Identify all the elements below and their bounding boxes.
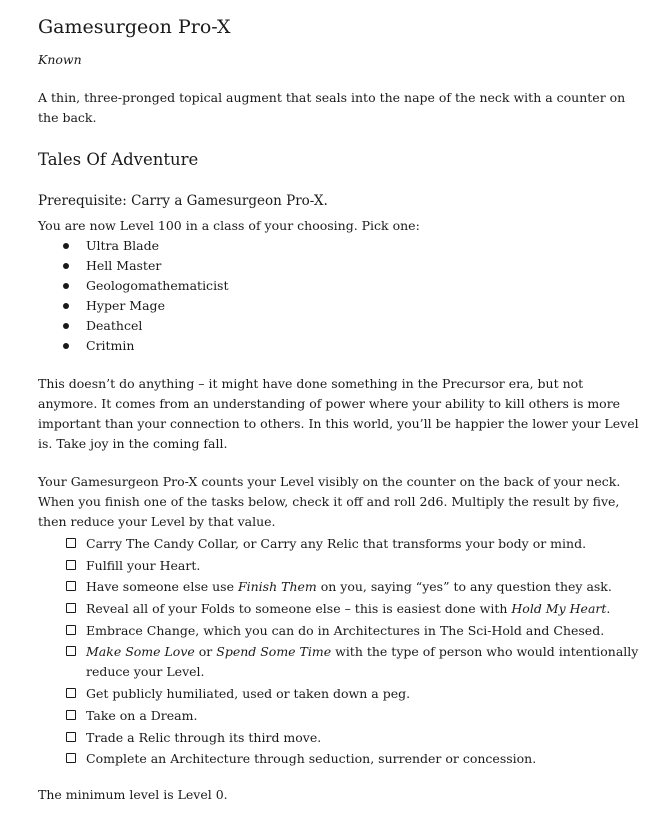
task-label-emphasis: Finish Them xyxy=(237,579,317,595)
prerequisite: Prerequisite: Carry a Gamesurgeon Pro-X. xyxy=(38,193,328,209)
task-label-emphasis: Hold My Heart xyxy=(511,601,607,617)
class-item xyxy=(38,236,644,256)
page-title: Gamesurgeon Pro-X xyxy=(38,16,231,38)
task-label: Fulfill your Heart. xyxy=(86,557,201,573)
bullet-icon xyxy=(63,263,69,269)
class-list xyxy=(38,236,644,356)
class-item xyxy=(38,276,644,296)
class-label: Deathcel xyxy=(86,318,143,333)
class-label: Geologomathematicist xyxy=(86,278,229,293)
bullet-icon xyxy=(63,283,69,289)
task-label: Trade a Relic through its third move. xyxy=(86,729,322,745)
bullet-icon xyxy=(63,303,69,309)
task-label-part: Reveal all of your Folds to someone else – this is easiest done with xyxy=(86,601,512,617)
task-label-part: Have someone else use xyxy=(86,579,238,595)
task-checkbox[interactable] xyxy=(66,688,76,698)
task-label-part: . xyxy=(606,601,611,617)
item-status: Known xyxy=(38,52,82,67)
level-explanation: This doesn’t do anything – it might have done something in the Precursor era, but not anymore. It comes from an understanding of power where your ability to kill others is more important than your connection to others. In this world, you’ll be happier the lower your Level is. Take joy in the coming fall. xyxy=(38,376,639,451)
bullet-icon xyxy=(63,243,69,249)
task-checkbox[interactable] xyxy=(66,646,76,656)
task-item xyxy=(38,749,644,769)
task-item xyxy=(38,642,644,682)
task-checkbox[interactable] xyxy=(66,625,76,635)
minimum-level-note: The minimum level is Level 0. xyxy=(38,787,228,803)
task-item xyxy=(38,728,644,748)
bullet-icon xyxy=(63,323,69,329)
class-label: Hyper Mage xyxy=(86,298,165,313)
bullet-icon xyxy=(63,343,69,349)
task-label: Get publicly humiliated, used or taken down a peg. xyxy=(86,686,411,702)
task-item xyxy=(38,599,644,619)
task-checkbox[interactable] xyxy=(66,753,76,763)
task-label-emphasis: Make Some Love xyxy=(86,644,195,660)
task-item xyxy=(38,684,644,704)
class-item xyxy=(38,256,644,276)
class-intro: You are now Level 100 in a class of your choosing. Pick one: xyxy=(38,218,420,233)
item-description: A thin, three-pronged topical augment that seals into the nape of the neck with a counter on the back. xyxy=(38,90,626,125)
task-item xyxy=(38,706,644,726)
class-label: Hell Master xyxy=(86,258,162,273)
task-label: Embrace Change, which you can do in Architectures in The Sci-Hold and Chesed. xyxy=(86,622,605,638)
task-checkbox[interactable] xyxy=(66,732,76,742)
task-checklist xyxy=(38,534,644,769)
task-label-part: or xyxy=(194,644,217,660)
task-label-part: with the type of person who would intentionally reduce your Level. xyxy=(86,644,639,680)
task-item xyxy=(38,534,644,554)
task-label: Complete an Architecture through seduction, surrender or concession. xyxy=(86,751,537,767)
task-label-emphasis: Spend Some Time xyxy=(216,644,332,660)
task-checkbox[interactable] xyxy=(66,581,76,591)
task-checkbox[interactable] xyxy=(66,710,76,720)
task-item xyxy=(38,556,644,576)
class-label: Critmin xyxy=(86,338,135,353)
task-item xyxy=(38,621,644,641)
class-item xyxy=(38,316,644,336)
task-label: Take on a Dream. xyxy=(86,707,198,723)
class-item xyxy=(38,296,644,316)
section-heading: Tales Of Adventure xyxy=(38,150,199,169)
task-item xyxy=(38,577,644,597)
task-checkbox[interactable] xyxy=(66,560,76,570)
task-label: Carry The Candy Collar, or Carry any Relic that transforms your body or mind. xyxy=(86,536,587,551)
class-item xyxy=(38,336,644,356)
counter-explanation: Your Gamesurgeon Pro-X counts your Level visibly on the counter on the back of your neck. When you finish one of the tasks below, check it off and roll 2d6. Multiply the result by five, then reduce your Level by that value. xyxy=(38,474,621,529)
task-label-part: on you, saying “yes” to any question they ask. xyxy=(316,579,612,595)
task-checkbox[interactable] xyxy=(66,538,76,548)
task-checkbox[interactable] xyxy=(66,603,76,613)
class-label: Ultra Blade xyxy=(86,238,159,253)
